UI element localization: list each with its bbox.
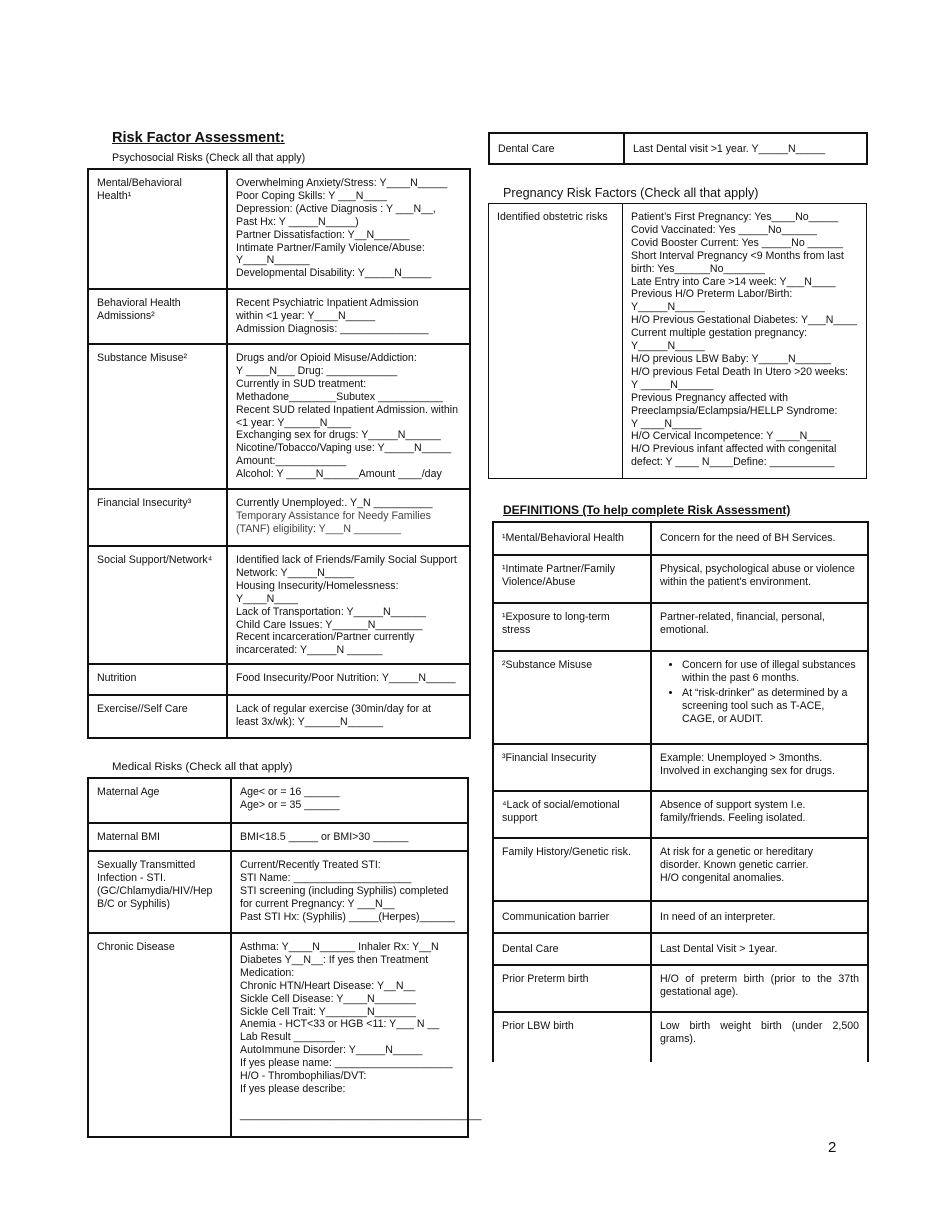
table-row	[493, 603, 868, 651]
dental-top-table	[488, 132, 868, 165]
table-row	[493, 651, 868, 744]
row-value: Food Insecurity/Poor Nutrition: Y_____N_____	[227, 664, 470, 695]
row-label: ²Substance Misuse	[493, 651, 651, 744]
row-label: Maternal BMI	[88, 823, 231, 851]
tanf-value: Temporary Assistance for Needy Families (TANF) eligibility: Y___N ________	[236, 509, 431, 535]
page-title: Risk Factor Assessment:	[112, 130, 285, 146]
table-row	[88, 851, 468, 933]
row-label: Dental Care	[493, 933, 651, 965]
table-row	[88, 778, 468, 823]
row-label: ¹Mental/Behavioral Health	[493, 522, 651, 555]
psychosocial-table	[87, 168, 471, 739]
medical-heading: Medical Risks (Check all that apply)	[112, 761, 293, 773]
row-label: Financial Insecurity³	[88, 489, 227, 546]
row-label: Prior Preterm birth	[493, 965, 651, 1012]
table-row	[493, 1012, 868, 1062]
row-value: Overwhelming Anxiety/Stress: Y____N_____ Poor Coping Skills: Y ___N____ Depression: (Active Diagnosis : Y ___N__, Past Hx: Y _____N_____) Partner Dissatisfaction: Y__N______ Intimate Partner/Family Violence/Abuse: Y____N______ Developmental Disability: Y_____N_____	[227, 169, 470, 289]
row-value: Partner-related, financial, personal, emotional.	[651, 603, 868, 651]
row-value	[651, 651, 868, 744]
row-label: Family History/Genetic risk.	[493, 838, 651, 901]
psychosocial-heading: Psychosocial Risks (Check all that apply)	[112, 152, 306, 164]
row-value: Low birth weight birth (under 2,500 grams).	[651, 1012, 868, 1062]
row-label: ⁴Lack of social/emotional support	[493, 791, 651, 838]
table-row	[88, 695, 470, 738]
table-row	[88, 823, 468, 851]
definitions-table	[492, 521, 869, 1062]
row-value: Recent Psychiatric Inpatient Admission within <1 year: Y____N_____ Admission Diagnosis: _______________	[227, 289, 470, 344]
row-value: Patient’s First Pregnancy: Yes____No_____ Covid Vaccinated: Yes _____No______ Covid Booster Current: Yes _____No ______ Short Interval Pregnancy <9 Months from last birth: Yes______No_______ Late Entry into Care >14 week: Y___N____ Previous H/O Preterm Labor/Birth: Y_____N_____ H/O Previous Gestational Diabetes: Y___N____ Current multiple gestation pregnancy: Y_____N_____ H/O previous LBW Baby: Y_____N______ H/O previous Fetal Death In Utero >20 weeks: Y _____N______ Previous Pregnancy affected with Preeclampsia/Eclampsia/HELLP Syndrome: Y ____N_____ H/O Cervical Incompetence: Y ____N____ H/O Previous infant affected with congenital defect: Y ____ N____Define: ___________	[623, 204, 867, 479]
page-number: 2	[828, 1139, 837, 1156]
table-row	[88, 169, 470, 289]
row-value: Current/Recently Treated STI: STI Name: ____________________ STI screening (including Syphilis) completed for current Pregnancy: Y ___N__ Past STI Hx: (Syphilis) _____(Herpes)______	[231, 851, 468, 933]
row-value: Lack of regular exercise (30min/day for at least 3x/wk): Y______N______	[227, 695, 470, 738]
row-value: Example: Unemployed > 3months. Involved in exchanging sex for drugs.	[651, 744, 868, 791]
table-row	[88, 546, 470, 664]
row-value	[227, 489, 470, 546]
table-row	[88, 344, 470, 489]
financial-value: Currently Unemployed:. Y_N __________	[236, 497, 433, 509]
pregnancy-heading: Pregnancy Risk Factors (Check all that apply)	[503, 186, 759, 200]
row-label: Prior LBW birth	[493, 1012, 651, 1062]
list-item: • At “risk-drinker” as determined by a screening tool such as T-ACE, CAGE, or AUDIT.	[682, 687, 859, 726]
medical-table	[87, 777, 482, 1138]
row-label: Mental/Behavioral Health¹	[88, 169, 227, 289]
row-value: Absence of support system I.e. family/friends. Feeling isolated.	[651, 791, 868, 838]
table-row	[493, 965, 868, 1012]
table-row	[493, 555, 868, 603]
row-value: BMI<18.5 _____ or BMI>30 ______	[231, 823, 468, 851]
table-row	[493, 744, 868, 791]
table-row	[88, 289, 470, 344]
row-value: Last Dental Visit > 1year.	[651, 933, 868, 965]
table-row	[88, 933, 468, 1137]
row-label: Behavioral Health Admissions²	[88, 289, 227, 344]
row-label: Communication barrier	[493, 901, 651, 933]
row-label: Exercise//Self Care	[88, 695, 227, 738]
list-item: • Concern for use of illegal substances within the past 6 months.	[682, 659, 859, 685]
table-row	[493, 901, 868, 933]
row-value: At risk for a genetic or hereditary disorder. Known genetic carrier. H/O congenital anomalies.	[651, 838, 868, 901]
row-value: Asthma: Y____N______ Inhaler Rx: Y__N Diabetes Y__N__: If yes then Treatment Medication: Chronic HTN/Heart Disease: Y__N__ Sickle Cell Disease: Y____N_______ Sickle Cell Trait: Y_______N_______ Anemia - HCT<33 or HGB <11: Y___ N __ Lab Result _______ AutoImmune Disorder: Y_____N_____ If yes please name: ____________________ H/O - Thrombophilias/DVT: If yes please describe: _________________________________________	[231, 933, 468, 1137]
row-label: Social Support/Network⁴	[88, 546, 227, 664]
row-label: ¹Intimate Partner/Family Violence/Abuse	[493, 555, 651, 603]
row-label: Dental Care	[489, 133, 624, 164]
table-row	[489, 133, 867, 164]
row-value: H/O of preterm birth (prior to the 37th gestational age).	[651, 965, 868, 1012]
table-row	[493, 838, 868, 901]
row-label: Sexually Transmitted Infection - STI. (GC/Chlamydia/HIV/Hep B/C or Syphilis)	[88, 851, 231, 933]
row-label: ¹Exposure to long-term stress	[493, 603, 651, 651]
row-label: ³Financial Insecurity	[493, 744, 651, 791]
row-value: In need of an interpreter.	[651, 901, 868, 933]
definitions-heading: DEFINITIONS (To help complete Risk Assessment)	[503, 503, 791, 517]
row-label: Chronic Disease	[88, 933, 231, 1137]
row-value: Age< or = 16 ______ Age> or = 35 ______	[231, 778, 468, 823]
table-row	[493, 933, 868, 965]
row-value: Drugs and/or Opioid Misuse/Addiction: Y ____N___ Drug: ____________ Currently in SUD treatment: Methadone________Subutex ___________ Recent SUD related Inpatient Admission. within <1 year: Y______N____ Exchanging sex for drugs: Y_____N______ Nicotine/Tobacco/Vaping use: Y_____N_____ Amount:____________ Alcohol: Y _____N______Amount ____/day	[227, 344, 470, 489]
row-label: Maternal Age	[88, 778, 231, 823]
row-value: Identified lack of Friends/Family Social Support Network: Y_____N_____ Housing Insecurity/Homelessness: Y____N____ Lack of Transportation: Y_____N______ Child Care Issues: Y______N________ Recent incarceration/Partner currently incarcerated: Y_____N ______	[227, 546, 470, 664]
substance-bullets	[660, 659, 859, 726]
table-row	[493, 791, 868, 838]
table-row	[493, 522, 868, 555]
pregnancy-table	[488, 203, 867, 479]
row-label: Substance Misuse²	[88, 344, 227, 489]
table-row	[88, 489, 470, 546]
table-row	[489, 204, 867, 479]
table-row	[88, 664, 470, 695]
row-value: Physical, psychological abuse or violence within the patient's environment.	[651, 555, 868, 603]
row-value: Concern for the need of BH Services.	[651, 522, 868, 555]
row-value: Last Dental visit >1 year. Y_____N_____	[624, 133, 867, 164]
row-label: Nutrition	[88, 664, 227, 695]
row-label: Identified obstetric risks	[489, 204, 623, 479]
